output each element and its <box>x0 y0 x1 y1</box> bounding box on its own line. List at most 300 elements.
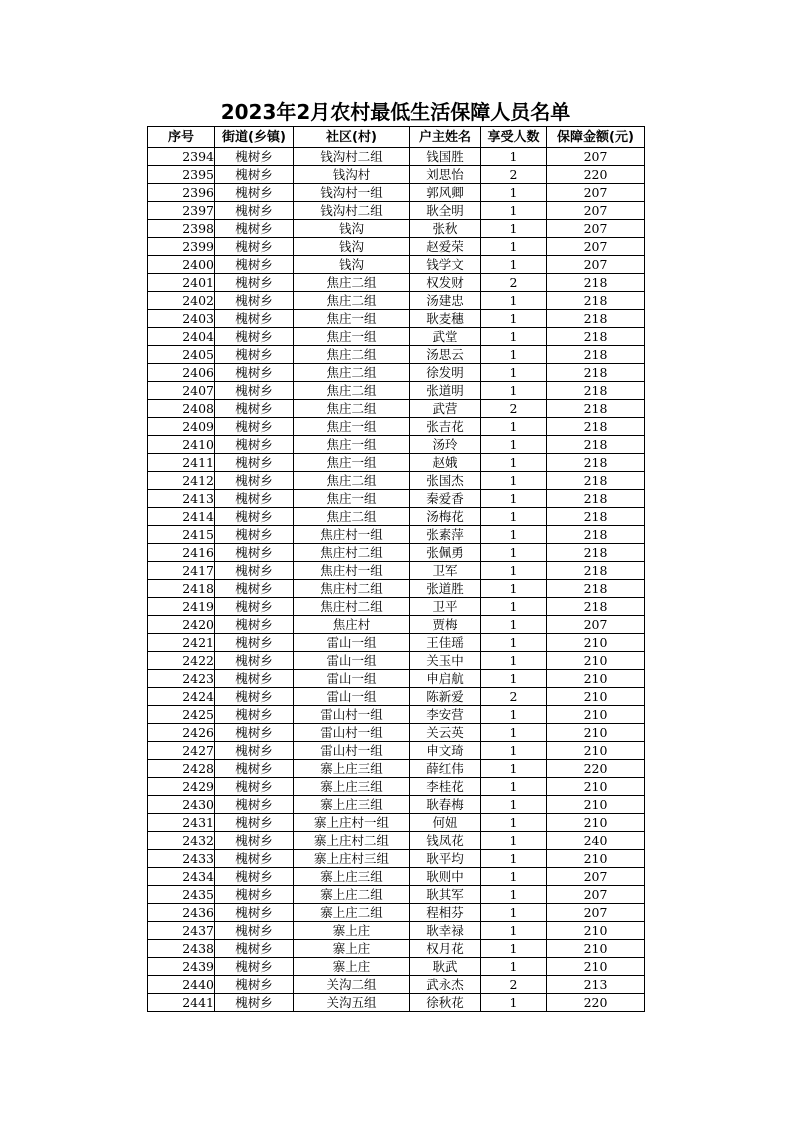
cell-amount-yuan: 218 <box>547 364 645 382</box>
cell-seq-no: 2420 <box>148 616 215 634</box>
cell-amount-yuan: 207 <box>547 256 645 274</box>
cell-street-township: 槐树乡 <box>215 760 294 778</box>
cell-amount-yuan: 210 <box>547 796 645 814</box>
cell-amount-yuan: 240 <box>547 832 645 850</box>
table-row <box>148 958 645 976</box>
cell-householder-name: 钱国胜 <box>410 148 481 166</box>
cell-community-village: 寨上庄三组 <box>294 760 410 778</box>
cell-beneficiary-count: 1 <box>481 454 547 472</box>
cell-seq-no: 2411 <box>148 454 215 472</box>
cell-street-township: 槐树乡 <box>215 994 294 1012</box>
cell-community-village: 钱沟 <box>294 238 410 256</box>
cell-street-township: 槐树乡 <box>215 400 294 418</box>
cell-street-township: 槐树乡 <box>215 724 294 742</box>
table-row <box>148 868 645 886</box>
document-title: 2023年2月农村最低生活保障人员名单 <box>220 100 571 124</box>
cell-seq-no: 2399 <box>148 238 215 256</box>
cell-amount-yuan: 218 <box>547 598 645 616</box>
cell-beneficiary-count: 1 <box>481 760 547 778</box>
cell-beneficiary-count: 1 <box>481 544 547 562</box>
cell-community-village: 焦庄二组 <box>294 508 410 526</box>
cell-community-village: 雷山一组 <box>294 670 410 688</box>
cell-community-village: 焦庄二组 <box>294 292 410 310</box>
cell-community-village: 焦庄二组 <box>294 382 410 400</box>
cell-community-village: 寨上庄村一组 <box>294 814 410 832</box>
cell-amount-yuan: 218 <box>547 436 645 454</box>
cell-street-township: 槐树乡 <box>215 634 294 652</box>
cell-beneficiary-count: 1 <box>481 814 547 832</box>
cell-amount-yuan: 207 <box>547 220 645 238</box>
cell-amount-yuan: 218 <box>547 346 645 364</box>
cell-householder-name: 薛红伟 <box>410 760 481 778</box>
cell-street-township: 槐树乡 <box>215 652 294 670</box>
cell-beneficiary-count: 1 <box>481 364 547 382</box>
cell-community-village: 寨上庄三组 <box>294 778 410 796</box>
cell-householder-name: 贾梅 <box>410 616 481 634</box>
cell-householder-name: 耿其军 <box>410 886 481 904</box>
table-row <box>148 598 645 616</box>
cell-amount-yuan: 207 <box>547 904 645 922</box>
table-row <box>148 310 645 328</box>
cell-householder-name: 王佳瑶 <box>410 634 481 652</box>
cell-beneficiary-count: 1 <box>481 706 547 724</box>
cell-street-township: 槐树乡 <box>215 544 294 562</box>
cell-householder-name: 汤玲 <box>410 436 481 454</box>
cell-householder-name: 张道明 <box>410 382 481 400</box>
cell-community-village: 钱沟村 <box>294 166 410 184</box>
table-row <box>148 922 645 940</box>
table-row <box>148 328 645 346</box>
cell-amount-yuan: 210 <box>547 706 645 724</box>
cell-householder-name: 关玉中 <box>410 652 481 670</box>
cell-seq-no: 2405 <box>148 346 215 364</box>
cell-amount-yuan: 207 <box>547 148 645 166</box>
cell-street-township: 槐树乡 <box>215 778 294 796</box>
cell-amount-yuan: 213 <box>547 976 645 994</box>
cell-street-township: 槐树乡 <box>215 238 294 256</box>
cell-street-township: 槐树乡 <box>215 850 294 868</box>
cell-community-village: 焦庄一组 <box>294 454 410 472</box>
cell-amount-yuan: 218 <box>547 580 645 598</box>
cell-community-village: 焦庄一组 <box>294 328 410 346</box>
cell-amount-yuan: 218 <box>547 382 645 400</box>
cell-street-township: 槐树乡 <box>215 868 294 886</box>
cell-householder-name: 钱凤花 <box>410 832 481 850</box>
cell-beneficiary-count: 1 <box>481 958 547 976</box>
cell-householder-name: 秦爱香 <box>410 490 481 508</box>
table-row <box>148 238 645 256</box>
cell-householder-name: 权月花 <box>410 940 481 958</box>
cell-amount-yuan: 207 <box>547 616 645 634</box>
cell-street-township: 槐树乡 <box>215 940 294 958</box>
table-row <box>148 490 645 508</box>
cell-beneficiary-count: 2 <box>481 274 547 292</box>
cell-seq-no: 2395 <box>148 166 215 184</box>
cell-householder-name: 何妞 <box>410 814 481 832</box>
cell-amount-yuan: 218 <box>547 292 645 310</box>
cell-amount-yuan: 210 <box>547 652 645 670</box>
cell-community-village: 钱沟 <box>294 256 410 274</box>
table-row <box>148 418 645 436</box>
cell-householder-name: 张秋 <box>410 220 481 238</box>
cell-seq-no: 2439 <box>148 958 215 976</box>
cell-seq-no: 2428 <box>148 760 215 778</box>
cell-beneficiary-count: 1 <box>481 220 547 238</box>
cell-amount-yuan: 220 <box>547 760 645 778</box>
cell-street-township: 槐树乡 <box>215 670 294 688</box>
cell-householder-name: 郭风卿 <box>410 184 481 202</box>
cell-community-village: 焦庄村一组 <box>294 526 410 544</box>
cell-amount-yuan: 218 <box>547 310 645 328</box>
cell-amount-yuan: 210 <box>547 922 645 940</box>
beneficiary-table <box>147 126 645 1012</box>
cell-amount-yuan: 210 <box>547 742 645 760</box>
cell-community-village: 雷山村一组 <box>294 742 410 760</box>
cell-beneficiary-count: 1 <box>481 886 547 904</box>
cell-householder-name: 李安营 <box>410 706 481 724</box>
cell-street-township: 槐树乡 <box>215 742 294 760</box>
table-row <box>148 850 645 868</box>
cell-street-township: 槐树乡 <box>215 616 294 634</box>
table-row <box>148 742 645 760</box>
cell-beneficiary-count: 1 <box>481 634 547 652</box>
cell-seq-no: 2398 <box>148 220 215 238</box>
cell-seq-no: 2414 <box>148 508 215 526</box>
cell-householder-name: 汤建忠 <box>410 292 481 310</box>
table-row <box>148 688 645 706</box>
cell-community-village: 焦庄村 <box>294 616 410 634</box>
cell-community-village: 钱沟村二组 <box>294 202 410 220</box>
cell-beneficiary-count: 1 <box>481 472 547 490</box>
cell-seq-no: 2438 <box>148 940 215 958</box>
cell-householder-name: 耿全明 <box>410 202 481 220</box>
cell-beneficiary-count: 1 <box>481 922 547 940</box>
cell-beneficiary-count: 1 <box>481 436 547 454</box>
cell-seq-no: 2410 <box>148 436 215 454</box>
cell-community-village: 寨上庄村三组 <box>294 850 410 868</box>
cell-beneficiary-count: 1 <box>481 490 547 508</box>
cell-beneficiary-count: 1 <box>481 832 547 850</box>
table-row <box>148 292 645 310</box>
cell-beneficiary-count: 1 <box>481 382 547 400</box>
cell-street-township: 槐树乡 <box>215 832 294 850</box>
cell-seq-no: 2424 <box>148 688 215 706</box>
table-row <box>148 814 645 832</box>
cell-beneficiary-count: 1 <box>481 850 547 868</box>
cell-seq-no: 2400 <box>148 256 215 274</box>
cell-beneficiary-count: 1 <box>481 418 547 436</box>
cell-amount-yuan: 210 <box>547 724 645 742</box>
cell-householder-name: 耿幸禄 <box>410 922 481 940</box>
cell-seq-no: 2435 <box>148 886 215 904</box>
cell-community-village: 焦庄村二组 <box>294 580 410 598</box>
cell-seq-no: 2423 <box>148 670 215 688</box>
cell-seq-no: 2419 <box>148 598 215 616</box>
cell-householder-name: 徐发明 <box>410 364 481 382</box>
cell-street-township: 槐树乡 <box>215 598 294 616</box>
table-row <box>148 796 645 814</box>
table-row <box>148 544 645 562</box>
cell-community-village: 雷山一组 <box>294 634 410 652</box>
cell-amount-yuan: 207 <box>547 202 645 220</box>
header-amount-yuan: 保障金额(元) <box>547 127 645 148</box>
table-row <box>148 220 645 238</box>
cell-amount-yuan: 210 <box>547 850 645 868</box>
cell-community-village: 关沟五组 <box>294 994 410 1012</box>
cell-beneficiary-count: 1 <box>481 868 547 886</box>
table-row <box>148 202 645 220</box>
header-street-township: 街道(乡镇) <box>215 127 294 148</box>
cell-householder-name: 刘思怡 <box>410 166 481 184</box>
cell-seq-no: 2437 <box>148 922 215 940</box>
cell-seq-no: 2406 <box>148 364 215 382</box>
cell-community-village: 寨上庄 <box>294 958 410 976</box>
header-community-village: 社区(村) <box>294 127 410 148</box>
cell-householder-name: 武营 <box>410 400 481 418</box>
cell-street-township: 槐树乡 <box>215 292 294 310</box>
cell-community-village: 钱沟 <box>294 220 410 238</box>
cell-street-township: 槐树乡 <box>215 382 294 400</box>
table-row <box>148 634 645 652</box>
table-row <box>148 382 645 400</box>
table-row <box>148 184 645 202</box>
cell-beneficiary-count: 1 <box>481 778 547 796</box>
cell-community-village: 寨上庄村二组 <box>294 832 410 850</box>
cell-amount-yuan: 220 <box>547 994 645 1012</box>
cell-householder-name: 耿春梅 <box>410 796 481 814</box>
cell-seq-no: 2417 <box>148 562 215 580</box>
cell-beneficiary-count: 1 <box>481 742 547 760</box>
cell-community-village: 寨上庄二组 <box>294 886 410 904</box>
cell-householder-name: 张国杰 <box>410 472 481 490</box>
cell-seq-no: 2431 <box>148 814 215 832</box>
cell-beneficiary-count: 1 <box>481 184 547 202</box>
cell-seq-no: 2427 <box>148 742 215 760</box>
cell-community-village: 雷山一组 <box>294 688 410 706</box>
table-row <box>148 526 645 544</box>
cell-community-village: 焦庄二组 <box>294 364 410 382</box>
cell-seq-no: 2429 <box>148 778 215 796</box>
cell-householder-name: 武永杰 <box>410 976 481 994</box>
cell-street-township: 槐树乡 <box>215 688 294 706</box>
cell-seq-no: 2396 <box>148 184 215 202</box>
cell-street-township: 槐树乡 <box>215 904 294 922</box>
cell-beneficiary-count: 1 <box>481 310 547 328</box>
table-row <box>148 940 645 958</box>
cell-beneficiary-count: 1 <box>481 940 547 958</box>
cell-community-village: 焦庄村二组 <box>294 544 410 562</box>
cell-seq-no: 2441 <box>148 994 215 1012</box>
cell-seq-no: 2421 <box>148 634 215 652</box>
cell-amount-yuan: 218 <box>547 544 645 562</box>
cell-seq-no: 2426 <box>148 724 215 742</box>
table-header-row <box>148 127 645 148</box>
cell-beneficiary-count: 2 <box>481 976 547 994</box>
cell-street-township: 槐树乡 <box>215 364 294 382</box>
cell-street-township: 槐树乡 <box>215 508 294 526</box>
cell-seq-no: 2415 <box>148 526 215 544</box>
cell-street-township: 槐树乡 <box>215 472 294 490</box>
cell-community-village: 焦庄村二组 <box>294 598 410 616</box>
cell-seq-no: 2408 <box>148 400 215 418</box>
cell-seq-no: 2434 <box>148 868 215 886</box>
cell-householder-name: 张佩勇 <box>410 544 481 562</box>
cell-community-village: 寨上庄 <box>294 940 410 958</box>
cell-street-township: 槐树乡 <box>215 148 294 166</box>
table-row <box>148 436 645 454</box>
table-row <box>148 364 645 382</box>
cell-street-township: 槐树乡 <box>215 310 294 328</box>
cell-beneficiary-count: 1 <box>481 562 547 580</box>
cell-householder-name: 陈新爱 <box>410 688 481 706</box>
cell-beneficiary-count: 1 <box>481 346 547 364</box>
cell-beneficiary-count: 1 <box>481 202 547 220</box>
cell-beneficiary-count: 1 <box>481 292 547 310</box>
cell-beneficiary-count: 1 <box>481 796 547 814</box>
cell-amount-yuan: 218 <box>547 454 645 472</box>
cell-amount-yuan: 220 <box>547 166 645 184</box>
cell-street-township: 槐树乡 <box>215 436 294 454</box>
cell-community-village: 雷山村一组 <box>294 706 410 724</box>
cell-beneficiary-count: 1 <box>481 994 547 1012</box>
cell-householder-name: 汤梅花 <box>410 508 481 526</box>
cell-street-township: 槐树乡 <box>215 328 294 346</box>
cell-seq-no: 2418 <box>148 580 215 598</box>
cell-beneficiary-count: 1 <box>481 652 547 670</box>
cell-beneficiary-count: 1 <box>481 508 547 526</box>
table-row <box>148 706 645 724</box>
cell-community-village: 雷山一组 <box>294 652 410 670</box>
cell-amount-yuan: 218 <box>547 490 645 508</box>
cell-beneficiary-count: 2 <box>481 166 547 184</box>
cell-amount-yuan: 207 <box>547 238 645 256</box>
cell-beneficiary-count: 1 <box>481 526 547 544</box>
cell-community-village: 寨上庄三组 <box>294 868 410 886</box>
table-row <box>148 346 645 364</box>
cell-beneficiary-count: 2 <box>481 400 547 418</box>
cell-seq-no: 2394 <box>148 148 215 166</box>
cell-seq-no: 2402 <box>148 292 215 310</box>
cell-householder-name: 赵娥 <box>410 454 481 472</box>
table-row <box>148 616 645 634</box>
cell-beneficiary-count: 1 <box>481 904 547 922</box>
cell-amount-yuan: 210 <box>547 634 645 652</box>
cell-street-township: 槐树乡 <box>215 346 294 364</box>
cell-community-village: 关沟二组 <box>294 976 410 994</box>
cell-community-village: 焦庄村一组 <box>294 562 410 580</box>
cell-householder-name: 卫平 <box>410 598 481 616</box>
cell-amount-yuan: 218 <box>547 526 645 544</box>
cell-street-township: 槐树乡 <box>215 886 294 904</box>
cell-amount-yuan: 210 <box>547 940 645 958</box>
cell-street-township: 槐树乡 <box>215 418 294 436</box>
cell-community-village: 雷山村一组 <box>294 724 410 742</box>
cell-community-village: 钱沟村一组 <box>294 184 410 202</box>
cell-householder-name: 申文琦 <box>410 742 481 760</box>
cell-beneficiary-count: 1 <box>481 670 547 688</box>
table-row <box>148 166 645 184</box>
cell-householder-name: 张吉花 <box>410 418 481 436</box>
header-householder-name: 户主姓名 <box>410 127 481 148</box>
cell-amount-yuan: 210 <box>547 778 645 796</box>
cell-householder-name: 耿则中 <box>410 868 481 886</box>
cell-beneficiary-count: 1 <box>481 148 547 166</box>
cell-street-township: 槐树乡 <box>215 454 294 472</box>
cell-amount-yuan: 210 <box>547 670 645 688</box>
cell-beneficiary-count: 1 <box>481 598 547 616</box>
cell-seq-no: 2432 <box>148 832 215 850</box>
cell-householder-name: 卫军 <box>410 562 481 580</box>
table-row <box>148 454 645 472</box>
cell-amount-yuan: 207 <box>547 886 645 904</box>
table-body <box>148 148 645 1012</box>
cell-amount-yuan: 210 <box>547 958 645 976</box>
cell-seq-no: 2401 <box>148 274 215 292</box>
cell-community-village: 焦庄一组 <box>294 310 410 328</box>
cell-householder-name: 李桂花 <box>410 778 481 796</box>
cell-seq-no: 2409 <box>148 418 215 436</box>
cell-householder-name: 关云英 <box>410 724 481 742</box>
table-row <box>148 400 645 418</box>
table-row <box>148 832 645 850</box>
cell-street-township: 槐树乡 <box>215 580 294 598</box>
cell-seq-no: 2440 <box>148 976 215 994</box>
cell-street-township: 槐树乡 <box>215 166 294 184</box>
cell-community-village: 寨上庄 <box>294 922 410 940</box>
cell-seq-no: 2416 <box>148 544 215 562</box>
cell-householder-name: 张道胜 <box>410 580 481 598</box>
table-row <box>148 508 645 526</box>
cell-community-village: 钱沟村二组 <box>294 148 410 166</box>
cell-householder-name: 汤思云 <box>410 346 481 364</box>
cell-seq-no: 2413 <box>148 490 215 508</box>
cell-beneficiary-count: 1 <box>481 328 547 346</box>
cell-amount-yuan: 210 <box>547 814 645 832</box>
cell-community-village: 焦庄一组 <box>294 490 410 508</box>
cell-householder-name: 武堂 <box>410 328 481 346</box>
cell-street-township: 槐树乡 <box>215 256 294 274</box>
cell-householder-name: 程相芬 <box>410 904 481 922</box>
cell-beneficiary-count: 1 <box>481 616 547 634</box>
cell-community-village: 焦庄二组 <box>294 472 410 490</box>
cell-community-village: 焦庄二组 <box>294 346 410 364</box>
cell-seq-no: 2397 <box>148 202 215 220</box>
cell-street-township: 槐树乡 <box>215 706 294 724</box>
cell-householder-name: 赵爱荣 <box>410 238 481 256</box>
table-row <box>148 724 645 742</box>
cell-amount-yuan: 207 <box>547 184 645 202</box>
cell-beneficiary-count: 1 <box>481 724 547 742</box>
cell-beneficiary-count: 2 <box>481 688 547 706</box>
table-row <box>148 274 645 292</box>
cell-community-village: 焦庄二组 <box>294 400 410 418</box>
cell-street-township: 槐树乡 <box>215 220 294 238</box>
table-row <box>148 652 645 670</box>
cell-householder-name: 钱学文 <box>410 256 481 274</box>
cell-seq-no: 2412 <box>148 472 215 490</box>
cell-amount-yuan: 218 <box>547 562 645 580</box>
cell-householder-name: 张素萍 <box>410 526 481 544</box>
cell-householder-name: 权发财 <box>410 274 481 292</box>
cell-seq-no: 2430 <box>148 796 215 814</box>
cell-householder-name: 耿平均 <box>410 850 481 868</box>
table-row <box>148 562 645 580</box>
cell-householder-name: 耿武 <box>410 958 481 976</box>
cell-seq-no: 2436 <box>148 904 215 922</box>
cell-seq-no: 2425 <box>148 706 215 724</box>
cell-amount-yuan: 218 <box>547 418 645 436</box>
cell-seq-no: 2422 <box>148 652 215 670</box>
